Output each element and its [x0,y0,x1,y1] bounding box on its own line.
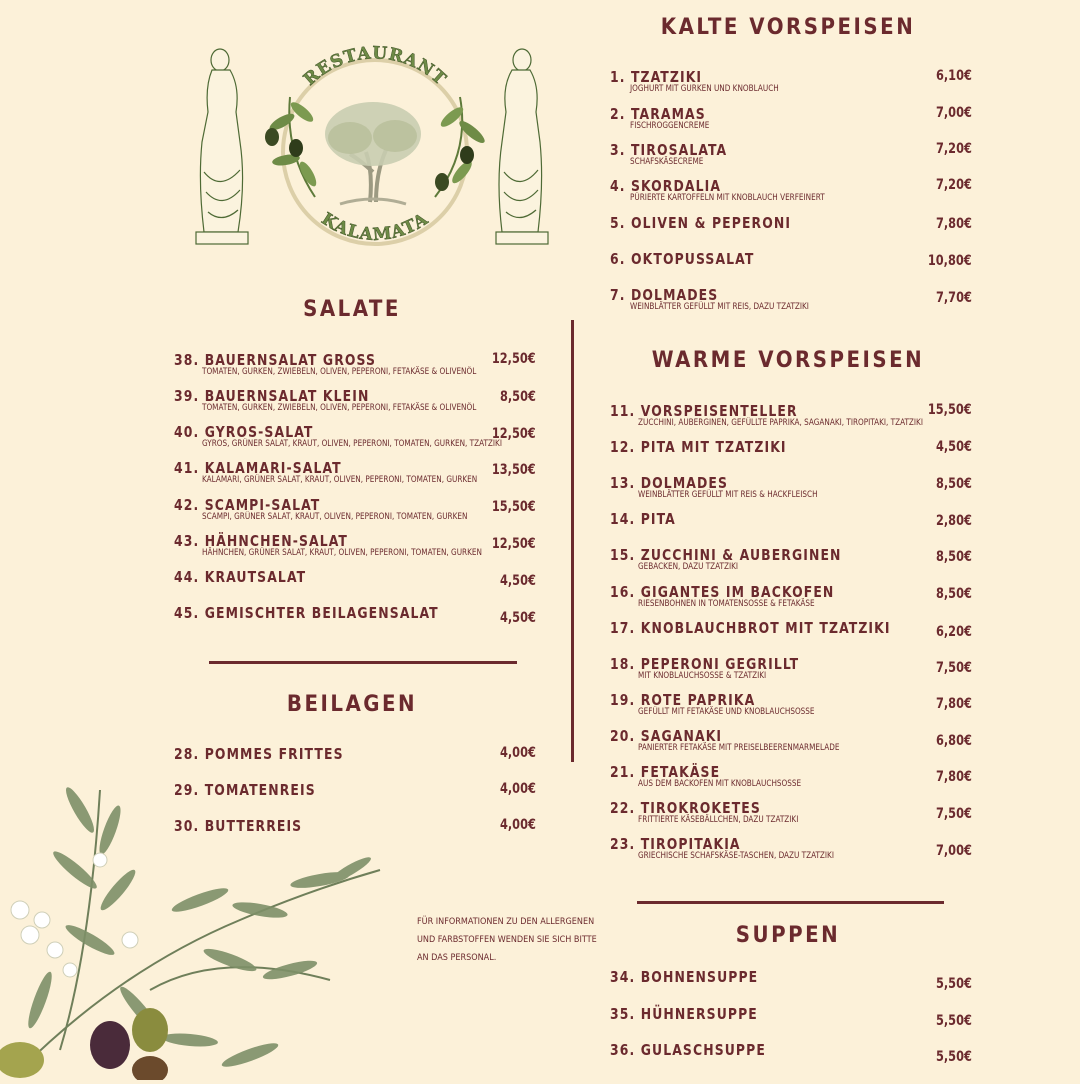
item-price: 5,50€ [936,1049,972,1065]
item-description: FISCHROGGENCREME [630,121,710,131]
menu-item-warme-vorspeise [610,438,972,462]
statue-icon [196,49,248,244]
menu-item-kalte-vorspeise [610,250,972,274]
item-name: 28. POMMES FRITTES [174,745,344,763]
item-name: 29. TOMATENREIS [174,781,316,799]
item-price: 4,00€ [500,745,536,761]
item-name: 11. VORSPEISENTELLER [610,402,798,420]
menu-item-suppe [610,1041,972,1065]
item-price: 7,00€ [936,843,972,859]
item-name: 35. HÜHNERSUPPE [610,1005,758,1023]
item-price: 4,50€ [500,573,536,589]
menu-item-salat [174,459,536,493]
item-price: 7,80€ [936,769,972,785]
item-name: 22. TIROKROKETES [610,799,761,817]
item-description: TOMATEN, GURKEN, ZWIEBELN, OLIVEN, PEPERONI, FETAKÄSE & OLIVENÖL [202,367,477,377]
item-name: 44. KRAUTSALAT [174,568,307,586]
item-description: GEBACKEN, DAZU TZATZIKI [638,562,739,572]
item-name: 1. TZATZIKI [610,68,703,86]
menu-item-warme-vorspeise [610,763,972,795]
logo-bottom-text: KALAMATA [317,209,433,246]
logo-graphic [190,42,560,262]
item-price: 12,50€ [492,536,536,552]
menu-item-warme-vorspeise [610,691,972,723]
item-price: 12,50€ [492,351,536,367]
item-name: 18. PEPERONI GEGRILLT [610,655,800,673]
menu-item-kalte-vorspeise [610,286,972,318]
column-divider [571,320,574,762]
menu-item-suppe [610,968,972,992]
item-price: 4,50€ [936,439,972,455]
menu-item-warme-vorspeise [610,655,972,687]
item-price: 8,50€ [936,476,972,492]
statue-icon [496,49,548,244]
item-price: 8,50€ [936,549,972,565]
item-price: 4,00€ [500,817,536,833]
item-price: 2,80€ [936,513,972,529]
item-name: 30. BUTTERREIS [174,817,303,835]
menu-item-kalte-vorspeise [610,68,972,100]
menu-item-warme-vorspeise [610,402,972,434]
item-price: 6,10€ [936,68,972,84]
item-price: 10,80€ [928,253,972,269]
item-name: 15. ZUCCHINI & AUBERGINEN [610,546,842,564]
item-price: 7,00€ [936,105,972,121]
item-price: 5,50€ [936,976,972,992]
svg-text:KALAMATA [318,209,432,245]
menu-item-warme-vorspeise [610,727,972,759]
item-name: 13. DOLMADES [610,474,729,492]
item-name: 45. GEMISCHTER BEILAGENSALAT [174,604,439,622]
item-name: 39. BAUERNSALAT KLEIN [174,387,370,405]
menu-item-salat [174,568,536,592]
item-description: SCHAFSKÄSECREME [630,157,704,167]
item-description: FRITTIERTE KÄSEBÄLLCHEN, DAZU TZATZIKI [638,815,799,825]
menu-item-salat [174,351,536,385]
item-price: 7,20€ [936,141,972,157]
section-title-suppen: SUPPEN [735,923,841,948]
section-title-beilagen: BEILAGEN [286,692,418,717]
menu-item-warme-vorspeise [610,799,972,831]
menu-item-salat [174,532,536,566]
item-price: 13,50€ [492,462,536,478]
item-name: 6. OKTOPUSSALAT [610,250,755,268]
item-price: 7,20€ [936,177,972,193]
item-description: AUS DEM BACKOFEN MIT KNOBLAUCHSOSSE [638,779,802,789]
item-price: 6,20€ [936,624,972,640]
item-name: 16. GIGANTES IM BACKOFEN [610,583,835,601]
menu-item-kalte-vorspeise [610,105,972,137]
restaurant-logo [190,42,560,262]
item-name: 42. SCAMPI-SALAT [174,496,321,514]
menu-item-beilage [174,781,536,803]
menu-item-warme-vorspeise [610,835,972,867]
item-price: 7,50€ [936,660,972,676]
item-description: GYROS, GRÜNER SALAT, KRAUT, OLIVEN, PEPERONI, TOMATEN, GURKEN, TZATZIKI [202,439,502,449]
item-price: 15,50€ [492,499,536,515]
item-name: 2. TARAMAS [610,105,706,123]
item-price: 7,80€ [936,216,972,232]
item-name: 38. BAUERNSALAT GROSS [174,351,377,369]
section-title-warme-vorspeisen: WARME VORSPEISEN [651,348,925,373]
item-price: 15,50€ [928,402,972,418]
menu-item-salat [174,496,536,530]
item-price: 5,50€ [936,1013,972,1029]
item-price: 7,50€ [936,806,972,822]
menu-item-warme-vorspeise [610,583,972,615]
item-price: 4,00€ [500,781,536,797]
item-price: 8,50€ [500,389,536,405]
menu-item-kalte-vorspeise [610,177,972,209]
menu-item-suppe [610,1005,972,1029]
divider [637,901,944,904]
item-description: PÜRIERTE KARTOFFELN MIT KNOBLAUCH VERFEINERT [630,193,825,203]
item-description: TOMATEN, GURKEN, ZWIEBELN, OLIVEN, PEPERONI, FETAKÄSE & OLIVENÖL [202,403,477,413]
item-description: JOGHURT MIT GURKEN UND KNOBLAUCH [630,84,779,94]
item-description: MIT KNOBLAUCHSOSSE & TZATZIKI [638,671,767,681]
item-description: WEINBLÄTTER GEFÜLLT MIT REIS, DAZU TZATZIKI [630,302,809,312]
item-price: 8,50€ [936,586,972,602]
menu-item-beilage [174,745,536,767]
menu-item-warme-vorspeise [610,474,972,506]
menu-item-kalte-vorspeise [610,141,972,173]
item-name: 4. SKORDALIA [610,177,722,195]
item-name: 36. GULASCHSUPPE [610,1041,766,1059]
menu-item-warme-vorspeise [610,546,972,578]
item-name: 14. PITA [610,510,676,528]
item-description: GEFÜLLT MIT FETAKÄSE UND KNOBLAUCHSOSSE [638,707,815,717]
item-name: 19. ROTE PAPRIKA [610,691,756,709]
item-name: 43. HÄHNCHEN-SALAT [174,532,348,550]
item-description: RIESENBOHNEN IN TOMATENSOSSE & FETAKÄSE [638,599,815,609]
item-description: WEINBLÄTTER GEFÜLLT MIT REIS & HACKFLEISCH [638,490,818,500]
item-name: 3. TIROSALATA [610,141,728,159]
item-name: 20. SAGANAKI [610,727,723,745]
item-name: 23. TIROPITAKIA [610,835,741,853]
item-description: ZUCCHINI, AUBERGINEN, GEFÜLLTE PAPRIKA, SAGANAKI, TIROPITAKI, TZATZIKI [638,418,923,428]
item-description: HÄHNCHEN, GRÜNER SALAT, KRAUT, OLIVEN, PEPERONI, TOMATEN, GURKEN [202,548,482,558]
menu-item-kalte-vorspeise [610,214,972,238]
item-name: 40. GYROS-SALAT [174,423,314,441]
item-name: 41. KALAMARI-SALAT [174,459,342,477]
item-description: PANIERTER FETAKÄSE MIT PREISELBEERENMARMELADE [638,743,840,753]
item-price: 4,50€ [500,610,536,626]
item-name: 7. DOLMADES [610,286,719,304]
item-name: 21. FETAKÄSE [610,763,721,781]
logo-top-text: RESTAURANT [299,43,451,90]
section-title-kalte-vorspeisen: KALTE VORSPEISEN [660,15,916,40]
item-name: 5. OLIVEN & PEPERONI [610,214,792,232]
item-price: 7,70€ [936,290,972,306]
menu-item-beilage [174,817,536,839]
menu-item-warme-vorspeise [610,619,972,643]
logo-olive-tree-icon [325,102,421,204]
divider [209,661,517,664]
item-price: 12,50€ [492,426,536,442]
menu-item-warme-vorspeise [610,510,972,534]
item-price: 6,80€ [936,733,972,749]
menu-item-salat [174,604,536,628]
item-description: GRIECHISCHE SCHAFSKÄSE-TASCHEN, DAZU TZATZIKI [638,851,834,861]
item-name: 34. BOHNENSUPPE [610,968,759,986]
item-price: 7,80€ [936,696,972,712]
allergen-notice: FÜR INFORMATIONEN ZU DEN ALLERGENEN UND FARBSTOFFEN WENDEN SIE SICH BITTE AN DAS PERSONAL. [417,917,597,963]
menu-item-salat [174,387,536,421]
item-description: KALAMARI, GRÜNER SALAT, KRAUT, OLIVEN, PEPERONI, TOMATEN, GURKEN [202,475,478,485]
menu-item-salat [174,423,536,457]
section-title-salate: SALATE [303,297,401,322]
item-name: 17. KNOBLAUCHBROT MIT TZATZIKI [610,619,891,637]
item-name: 12. PITA MIT TZATZIKI [610,438,787,456]
item-description: SCAMPI, GRÜNER SALAT, KRAUT, OLIVEN, PEPERONI, TOMATEN, GURKEN [202,512,468,522]
svg-text:RESTAURANT [300,43,450,90]
